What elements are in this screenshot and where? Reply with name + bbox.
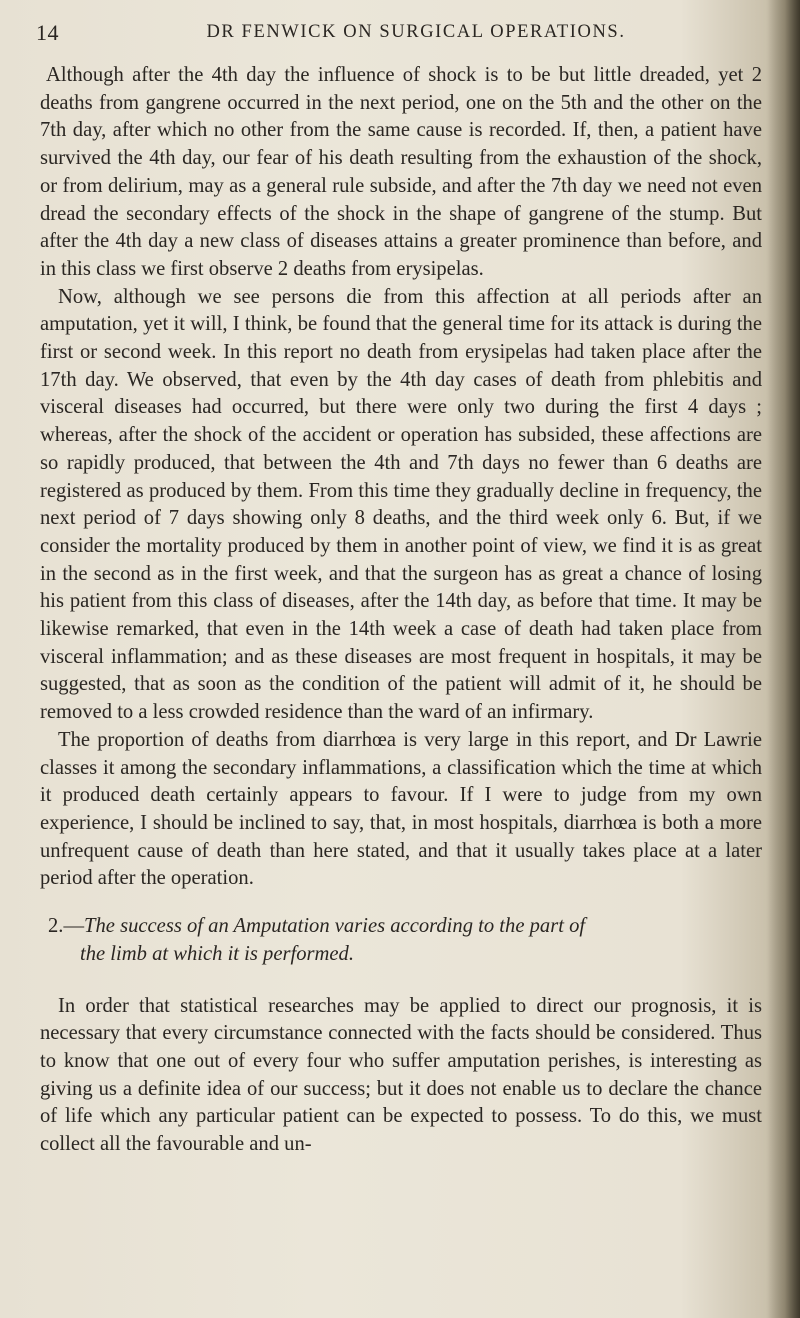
section-title-line1: The success of an Amputation varies according to the part of — [84, 915, 586, 938]
paragraph-shock-gangrene: Although after the 4th day the influence of shock is to be but little dreaded, yet 2 deaths from gangrene occurred in the next period, one on the 5th and the other on the 7th day, after which no other from the same cause is recorded. If, then, a patient have survived the 4th day, our fear of his death resulting from the exhaustion of the shock, or from delirium, may as a general rule subside, and after the 7th day we need not even dread the secondary effects of the shock in the shape of gangrene of the stump. But after the 4th day a new class of diseases attains a greater prominence than before, and in this class we first observe 2 deaths from erysipelas. — [40, 64, 762, 280]
paragraph-statistical-researches: In order that statistical researches may be applied to direct our prognosis, it is necessary that every circumstance connected with the facts should be considered. Thus to know that one out of every four who suffer amputation perishes, is interesting as giving us a definite idea of our success; but it does not enable us to declare the chance of life which any particular patient can be expected to possess. To do this, we must collect all the favourable and un- — [40, 994, 762, 1156]
page-header — [36, 20, 756, 52]
page-number: 14 — [36, 20, 59, 45]
running-head: DR FENWICK ON SURGICAL OPERATIONS. — [206, 22, 626, 42]
paragraph-diarrhoea: The proportion of deaths from diarrhœa is very large in this report, and Dr Lawrie classes it among the secondary inflammations, a classification which the time at which it produced death certainly appears to favour. If I were to judge from my own experience, I should be inclined to say, that, in most hospitals, diarrhœa is both a more unfrequent cause of death than here stated, and that it usually takes place at a later period after the operation. — [40, 728, 762, 890]
page-binding-shadow — [766, 0, 800, 1318]
paragraph-erysipelas-phlebitis: Now, although we see persons die from this affection at all periods after an amputation, yet it will, I think, be found that the general time for its attack is during the first or second week. In this report no death from erysipelas had taken place after the 17th day. We observed, that even by the 4th day cases of death from phlebitis and visceral diseases had occurred, but there were only two during the first 4 days ; whereas, after the shock of the accident or operation has subsided, these affections are so rapidly produced, that between the 4th and 7th days no fewer than 6 deaths are registered as produced by them. From this time they gradually decline in frequency, the next period of 7 days showing only 8 deaths, and the third week only 6. But, if we consider the mortality produced by them in another point of view, we find it is as great in the second as in the first week, and that the surgeon has as great a chance of losing his patient from this class of diseases, after the 14th day, as before that time. It may be likewise remarked, that even in the 14th week a case of death had taken place from visceral inflammation; and as these diseases are most frequent in hospitals, it may be suggested, that as soon as the condition of the patient will admit of it, he should be removed to a less crowded residence than the ward of an infirmary. — [40, 285, 762, 724]
section-heading — [40, 913, 762, 968]
body-text — [40, 62, 762, 1159]
section-number: 2.— — [48, 915, 85, 938]
section-title-line2: the limb at which it is performed. — [80, 942, 354, 965]
